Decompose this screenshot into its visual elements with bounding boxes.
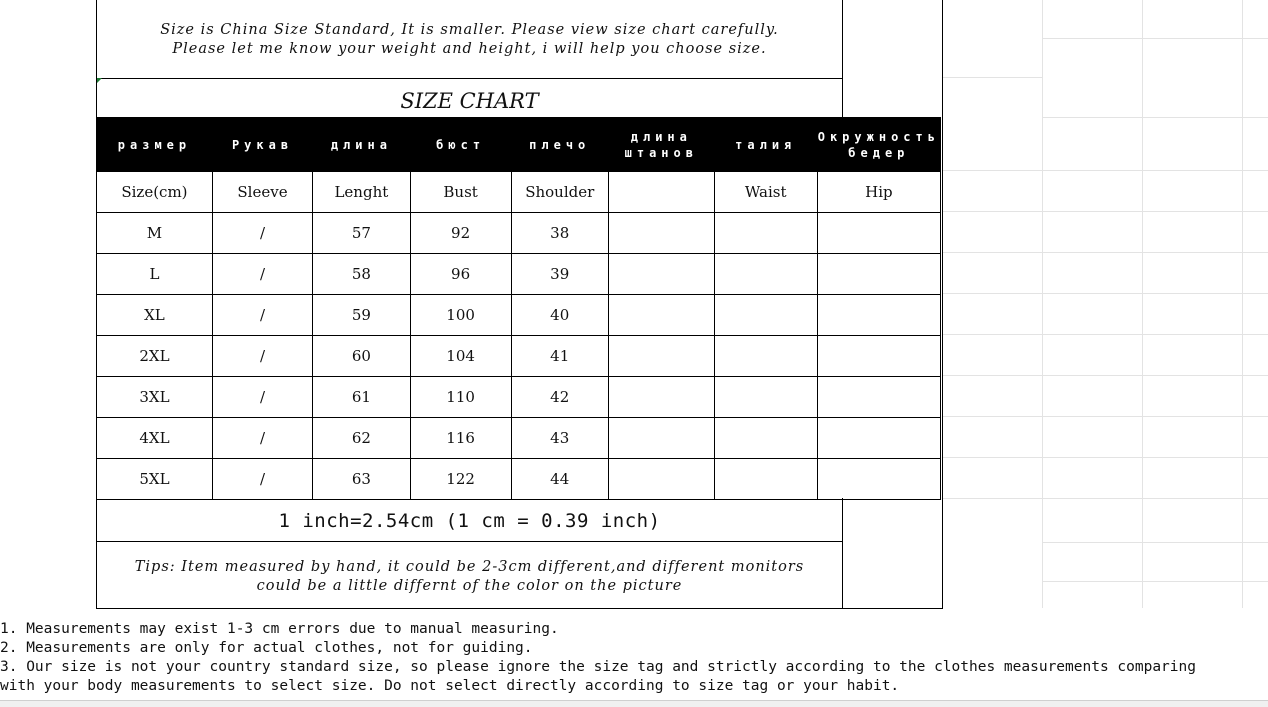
cell-length: 61 [313,377,411,418]
en-header-shoulder: Shoulder [511,172,608,213]
table-row [97,377,941,418]
cell-bust: 96 [410,254,511,295]
en-header-blank [608,172,714,213]
cell-length: 58 [313,254,411,295]
english-header-row [97,172,941,213]
cell-pants-length [608,213,714,254]
cell-size: M [97,213,213,254]
table-row [97,418,941,459]
en-header-bust: Bust [410,172,511,213]
cell-hip [817,336,940,377]
cell-pants-length [608,418,714,459]
cell-waist [714,295,817,336]
table-row [97,459,941,500]
cell-shoulder: 42 [511,377,608,418]
notice-line-1: Size is China Size Standard, It is smaller. Please view size chart carefully. [160,22,779,38]
note-line-2: 2. Measurements are only for actual clothes, not for guiding. [0,640,533,656]
cell-length: 63 [313,459,411,500]
cell-length: 62 [313,418,411,459]
ru-header-hip: Окружность бедер [817,118,940,172]
cell-sleeve: / [212,459,312,500]
note-line-1: 1. Measurements may exist 1-3 cm errors due to manual measuring. [0,621,559,637]
cell-bust: 92 [410,213,511,254]
en-header-sleeve: Sleeve [212,172,312,213]
ru-header-shoulder: плечо [511,118,608,172]
cell-hip [817,295,940,336]
table-row [97,254,941,295]
tips-line-1: Tips: Item measured by hand, it could be 2-3cm different,and different monitors [134,559,805,575]
spreadsheet-grid [942,0,1268,608]
cell-shoulder: 39 [511,254,608,295]
cell-shoulder: 43 [511,418,608,459]
cell-sleeve: / [212,418,312,459]
cell-size: XL [97,295,213,336]
cell-hip [817,213,940,254]
cell-size: 2XL [97,336,213,377]
cell-hip [817,418,940,459]
cell-pants-length [608,336,714,377]
table-row [97,213,941,254]
ru-header-length: длина [313,118,411,172]
cell-length: 59 [313,295,411,336]
unit-conversion: 1 inch=2.54cm (1 cm = 0.39 inch) [97,498,843,542]
cell-bust: 122 [410,459,511,500]
en-header-length: Lenght [313,172,411,213]
ru-header-bust: бюст [410,118,511,172]
ru-header-size: размер [97,118,213,172]
cell-hip [817,254,940,295]
cell-bust: 116 [410,418,511,459]
russian-header-row [97,118,941,172]
cell-shoulder: 44 [511,459,608,500]
cell-length: 57 [313,213,411,254]
note-line-4: with your body measurements to select size. Do not select directly according to size tag or your habit. [0,678,900,694]
cell-size: L [97,254,213,295]
size-chart [96,0,943,609]
ru-header-waist: талия [714,118,817,172]
cell-waist [714,213,817,254]
cell-sleeve: / [212,254,312,295]
cell-waist [714,254,817,295]
cell-shoulder: 38 [511,213,608,254]
cell-bust: 100 [410,295,511,336]
table-row [97,295,941,336]
table-row [97,336,941,377]
en-header-hip: Hip [817,172,940,213]
cell-bust: 104 [410,336,511,377]
cell-size: 4XL [97,418,213,459]
size-notice [97,0,843,79]
cell-waist [714,459,817,500]
cell-shoulder: 40 [511,295,608,336]
cell-waist [714,418,817,459]
cell-sleeve: / [212,295,312,336]
cell-sleeve: / [212,336,312,377]
chart-title: SIZE CHART [97,79,843,118]
notice-line-2: Please let me know your weight and height, i will help you choose size. [172,41,767,57]
tips-line-2: could be a little differnt of the color on the picture [256,578,683,594]
cell-pants-length [608,377,714,418]
note-line-3: 3. Our size is not your country standard size, so please ignore the size tag and strictly according to the clothes measurements comparing [0,659,1196,675]
cell-pants-length [608,459,714,500]
tips-note [97,542,843,609]
cell-bust: 110 [410,377,511,418]
cell-waist [714,377,817,418]
cell-hip [817,377,940,418]
cell-length: 60 [313,336,411,377]
ru-header-sleeve: Рукав [212,118,312,172]
cell-sleeve: / [212,377,312,418]
cell-size: 5XL [97,459,213,500]
en-header-size: Size(cm) [97,172,213,213]
cell-sleeve: / [212,213,312,254]
cell-size: 3XL [97,377,213,418]
measurement-notes [0,620,1268,696]
size-table [96,117,941,500]
cell-shoulder: 41 [511,336,608,377]
ru-header-pants-length: длина штанов [608,118,714,172]
cell-pants-length [608,254,714,295]
cell-hip [817,459,940,500]
cell-pants-length [608,295,714,336]
en-header-waist: Waist [714,172,817,213]
cell-waist [714,336,817,377]
